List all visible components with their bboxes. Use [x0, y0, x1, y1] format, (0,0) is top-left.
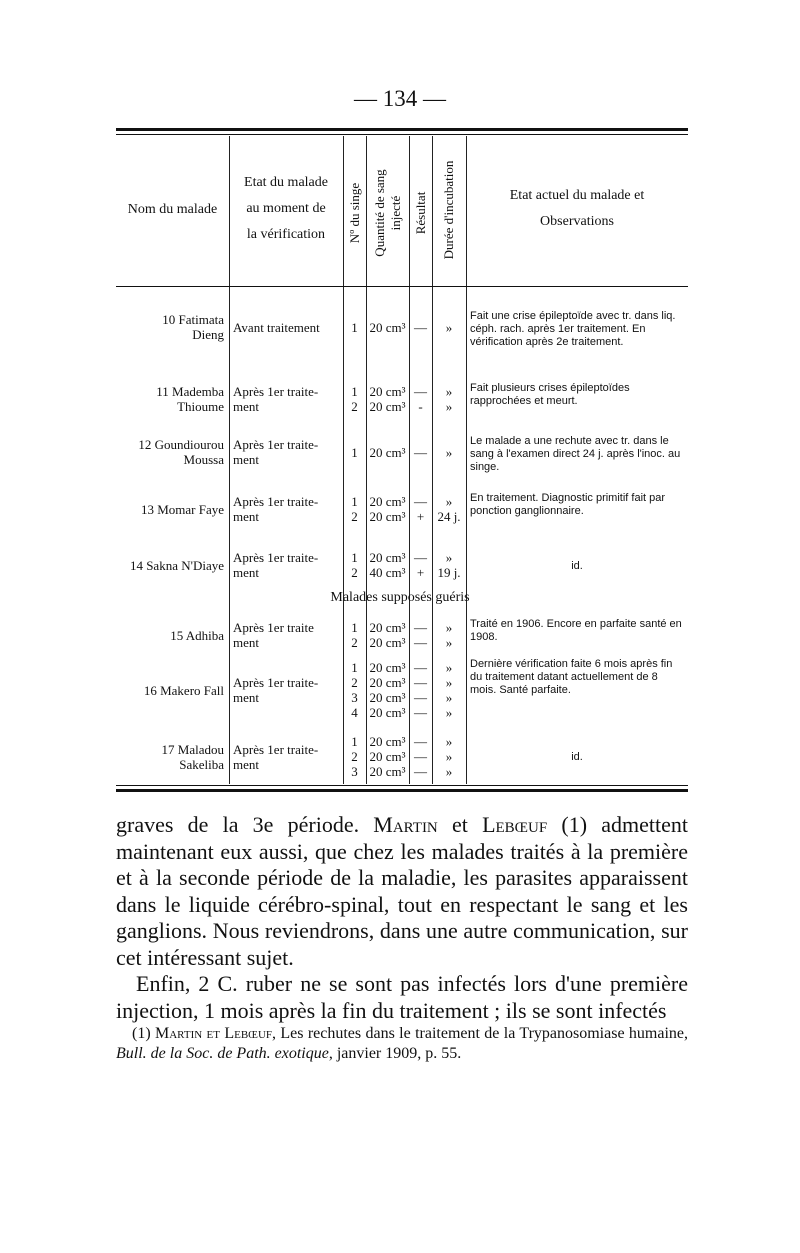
footnote-title: , Les rechutes dans le traitement de la Trypanosomiase humaine,	[272, 1025, 688, 1042]
cell-line: 1	[351, 660, 358, 675]
cell-line: 1	[351, 620, 358, 635]
monkey-number	[343, 445, 366, 460]
cell-line: —	[414, 319, 427, 335]
observation: Fait une crise épileptoïde avec tr. dans liq. céph. rach. après 1er traitement. En vérification après 2e traitement.	[470, 310, 676, 348]
cell-line: 40 cm³	[369, 565, 406, 580]
cell-line: Après 1er traite-	[233, 384, 319, 399]
incubation	[432, 320, 466, 335]
text-span: et	[437, 812, 483, 837]
cell-line: 3	[351, 764, 358, 779]
header-incubation: Durée d'incubation	[441, 160, 456, 260]
patient-name	[116, 628, 224, 643]
patient-name	[116, 312, 224, 342]
cell-line: 17 Maladou	[161, 741, 224, 757]
patient-name	[116, 683, 224, 698]
result	[409, 320, 432, 335]
result	[409, 445, 432, 460]
header-bottom-rule	[116, 286, 688, 287]
header-blood-line-2: injecté	[388, 195, 403, 231]
patient-state	[233, 675, 341, 705]
cell-line: Après 1er traite	[233, 620, 314, 635]
cell-line: 11 Mademba	[156, 384, 224, 399]
patient-name	[116, 558, 224, 573]
blood-quantity	[366, 660, 409, 720]
header-state	[229, 170, 343, 248]
cell-line: 3	[351, 690, 358, 705]
cell-line: »	[445, 444, 453, 460]
cell-line: +	[416, 565, 425, 580]
cell-line: ment	[233, 509, 259, 524]
cell-line: 20 cm³	[369, 444, 406, 460]
body-text	[116, 812, 688, 1024]
cell-line: Dieng	[192, 327, 224, 342]
result	[409, 734, 432, 779]
cell-line: 16 Makero Fall	[143, 682, 224, 698]
table-top-rule-thin	[116, 134, 688, 135]
cell-line: 20 cm³	[369, 319, 406, 335]
observation: Dernière vérification faite 6 mois après fin du traitement datant actuellement de 8 mois. Santé parfaite.	[470, 658, 673, 696]
header-blood-line-1: Quantité de sang	[372, 169, 387, 257]
cell-line: ment	[233, 756, 259, 772]
monkey-number	[343, 734, 366, 779]
cell-line: 1	[351, 734, 358, 749]
cell-line: 1	[351, 384, 358, 399]
cell-line: 2	[351, 399, 358, 414]
footnote-authors: Martin et Lebœuf	[155, 1025, 273, 1042]
cell-line: 1	[351, 319, 358, 335]
cell-line: -	[418, 399, 423, 414]
text-span: graves de la 3e période.	[116, 812, 374, 837]
cell-line: 20 cm³	[369, 494, 406, 509]
cell-line: 12 Goundiourou	[138, 437, 224, 452]
cell-line: 1	[351, 550, 358, 565]
header-state-line: au moment de	[246, 201, 326, 216]
cell-line: 20 cm³	[369, 660, 406, 675]
patient-name	[116, 502, 224, 517]
cell-line: 4	[351, 705, 358, 720]
patient-name	[116, 384, 224, 414]
blood-quantity	[366, 494, 409, 524]
monkey-number	[343, 494, 366, 524]
cell-line: —	[414, 494, 427, 509]
observation: En traitement. Diagnostic primitif fait par ponction ganglionnaire.	[470, 492, 666, 517]
monkey-number	[343, 620, 366, 650]
cell-line: 15 Adhiba	[170, 627, 224, 643]
cell-line: —	[414, 444, 427, 460]
table-bottom-rule-thin	[116, 785, 688, 786]
patient-state	[233, 494, 341, 524]
cell-line: Moussa	[183, 452, 224, 467]
footnote-date: , janvier 1909, p. 55.	[328, 1045, 462, 1062]
blood-quantity	[366, 384, 409, 414]
paragraph	[116, 812, 688, 971]
cell-line: 24 j.	[437, 509, 461, 524]
cell-line: 13 Momar Faye	[140, 501, 224, 517]
observation: Fait plusieurs crises épileptoïdes rapprochées et meurt.	[470, 382, 630, 407]
cell-line: Après 1er traite-	[233, 494, 319, 509]
cell-line: 1	[351, 444, 358, 460]
cell-line: 20 cm³	[369, 675, 406, 690]
cell-line: 20 cm³	[369, 509, 406, 524]
cell-line: Sakeliba	[179, 756, 224, 772]
cell-line: 20 cm³	[369, 734, 406, 749]
cell-line: 2	[351, 565, 358, 580]
result	[409, 384, 432, 414]
observation: id.	[571, 559, 583, 572]
cell-line: —	[414, 690, 427, 705]
cell-line: —	[414, 734, 427, 749]
paragraph: Enfin, 2 C. ruber ne se sont pas infectés lors d'une première injection, 1 mois après la fin du traitement ; ils se sont infectés	[116, 971, 688, 1023]
cell-line: Après 1er traite-	[233, 675, 319, 690]
cell-line: 20 cm³	[369, 635, 406, 650]
patient-name	[116, 742, 224, 772]
cell-line: »	[445, 550, 453, 565]
result	[409, 620, 432, 650]
page-number: — 134 —	[354, 86, 446, 111]
patient-name	[116, 437, 224, 467]
cell-line: ment	[233, 399, 259, 414]
header-result: Résultat	[413, 191, 428, 235]
cell-line: —	[414, 705, 427, 720]
monkey-number	[343, 550, 366, 580]
cell-line: +	[416, 509, 425, 524]
table-top-rule	[116, 128, 688, 131]
cell-line: —	[414, 660, 427, 675]
cell-line: »	[445, 734, 453, 749]
patient-state	[233, 620, 341, 650]
cell-line: 20 cm³	[369, 399, 406, 414]
cell-line: —	[414, 749, 427, 764]
blood-quantity	[366, 620, 409, 650]
header-monkey: Nº du singe	[347, 182, 362, 244]
section-title: Malades supposés guéris	[330, 590, 470, 605]
patient-state	[233, 742, 341, 772]
cell-line: ment	[233, 635, 259, 650]
incubation	[432, 620, 466, 650]
cell-line: 19 j.	[437, 565, 461, 580]
monkey-number	[343, 384, 366, 414]
cell-line: Avant traitement	[233, 319, 320, 335]
blood-quantity	[366, 445, 409, 460]
cell-line: 1	[351, 494, 358, 509]
cell-line: Après 1er traite-	[233, 437, 319, 452]
incubation	[432, 445, 466, 460]
observation: id.	[571, 751, 583, 763]
cell-line: —	[414, 620, 427, 635]
header-observations-line: Observations	[540, 214, 614, 229]
cell-line: 2	[351, 749, 358, 764]
cell-line: »	[445, 660, 453, 675]
cell-line: Après 1er traite-	[233, 741, 319, 757]
header-state-line: Etat du malade	[244, 175, 328, 190]
result	[409, 660, 432, 720]
footnote-journal: Bull. de la Soc. de Path. exotique	[116, 1045, 329, 1062]
cell-line: »	[445, 384, 453, 399]
cell-line: 20 cm³	[369, 620, 406, 635]
cell-line: ment	[233, 452, 259, 467]
header-state-line: la vérification	[246, 227, 326, 242]
cell-line: 20 cm³	[369, 705, 406, 720]
cell-line: Thioume	[177, 399, 224, 414]
result	[409, 550, 432, 580]
patient-state	[233, 384, 341, 414]
cell-line: »	[445, 764, 453, 779]
author-name: Martin	[373, 812, 438, 837]
incubation	[432, 734, 466, 779]
cell-line: 2	[351, 509, 358, 524]
cell-line: —	[414, 550, 427, 565]
header-name: Nom du malade	[127, 202, 218, 217]
author-name: Lebœuf	[482, 812, 548, 837]
cell-line: ment	[233, 565, 259, 580]
cell-line: Après 1er traite-	[233, 550, 319, 565]
incubation	[432, 494, 466, 524]
cell-line: 20 cm³	[369, 764, 406, 779]
incubation	[432, 660, 466, 720]
patient-state	[233, 550, 341, 580]
text-span: (1) admettent maintenant eux aussi, que chez les malades traités à la première et à la seconde période de la maladie, les parasites apparaissent dans le liquide cérébro-spinal, tout en respectant le sang et les ganglions. Nous reviendrons, dans une autre communication, sur cet intéressant sujet.	[116, 812, 688, 970]
blood-quantity	[366, 550, 409, 580]
cell-line: »	[445, 620, 453, 635]
observation: Le malade a une rechute avec tr. dans le sang à l'examen direct 24 j. après l'inoc. au singe.	[470, 435, 681, 473]
cell-line: »	[445, 494, 453, 509]
monkey-number	[343, 660, 366, 720]
cell-line: 20 cm³	[369, 749, 406, 764]
monkey-number	[343, 320, 366, 335]
cell-line: —	[414, 384, 427, 399]
header-observations-line: Etat actuel du malade et	[509, 188, 645, 203]
cell-line: —	[414, 635, 427, 650]
cell-line: »	[445, 319, 453, 335]
cell-line: 20 cm³	[369, 384, 406, 399]
cell-line: »	[445, 690, 453, 705]
cell-line: »	[445, 635, 453, 650]
cell-line: —	[414, 675, 427, 690]
cell-line: ment	[233, 690, 259, 705]
cell-line: 20 cm³	[369, 550, 406, 565]
result	[409, 494, 432, 524]
blood-quantity	[366, 320, 409, 335]
patient-state	[233, 320, 341, 335]
header-observations	[466, 183, 688, 235]
footnote-marker: (1)	[132, 1025, 156, 1042]
cell-line: »	[445, 705, 453, 720]
cell-line: »	[445, 399, 453, 414]
blood-quantity	[366, 734, 409, 779]
cell-line: 10 Fatimata	[162, 312, 224, 327]
footnote	[116, 1024, 688, 1064]
cell-line: 14 Sakna N'Diaye	[129, 557, 224, 573]
patient-state	[233, 437, 341, 467]
observation: Traité en 1906. Encore en parfaite santé en 1908.	[470, 618, 682, 643]
table-bottom-rule	[116, 789, 688, 792]
cell-line: 2	[351, 675, 358, 690]
cell-line: »	[445, 749, 453, 764]
cell-line: 2	[351, 635, 358, 650]
cell-line: —	[414, 764, 427, 779]
incubation	[432, 384, 466, 414]
cell-line: »	[445, 675, 453, 690]
incubation	[432, 550, 466, 580]
cell-line: 20 cm³	[369, 690, 406, 705]
